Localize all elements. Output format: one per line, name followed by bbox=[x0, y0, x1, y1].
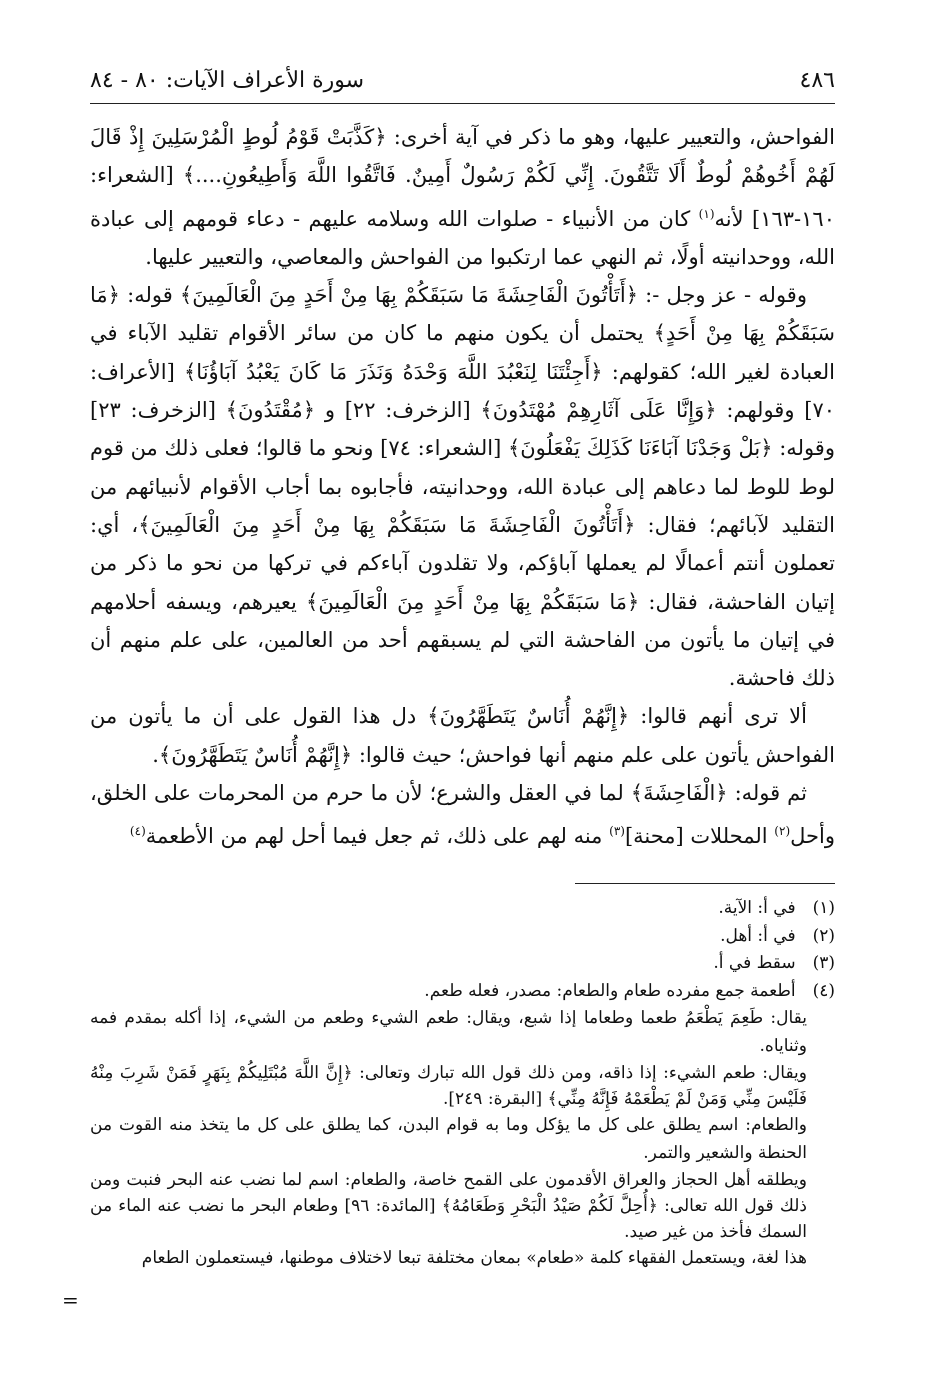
page-number: ٤٨٦ bbox=[799, 67, 835, 93]
footnote-1: (١) في أ: الآية. bbox=[718, 898, 835, 918]
paragraph-3: ألا ترى أنهم قالوا: ﴿إِنَّهُمْ أُنَاسٌ يَتَطَهَّرُونَ﴾ دل هذا القول على أن ما يأتون من الفواحش يأتون على علم منهم أنها فواحش؛ حيث قالوا: ﴿إِنَّهُمْ أُنَاسٌ يَتَطَهَّرُونَ﴾. bbox=[90, 704, 835, 767]
footnote-4-para-1: يقال: طَعِمَ يَطْعَمُ طعما وطعاما إذا شبع، ويقال: طعم الشيء وطعم من الشيء، إذا أكله بمقدم فمه وثناياه. bbox=[90, 1008, 807, 1056]
footnote-2: (٢) في أ: أهل. bbox=[720, 925, 835, 946]
continuation-mark: = bbox=[62, 1288, 79, 1312]
footnote-mark-3: (٣) bbox=[609, 824, 625, 839]
footnote-4-para-3: والطعام: اسم يطلق على كل ما يؤكل وما به قوام البدن، كما يطلق على كل ما يتخذ منه القوت من الحنطة والشعير والتمر. bbox=[90, 1115, 807, 1163]
footnote-4-para-5: هذا لغة، ويستعمل الفقهاء كلمة «طعام» بمعان مختلفة تبعا لاختلاف موطنها، فيستعملون الطعام bbox=[141, 1248, 807, 1268]
footnote-mark-4: (٤) bbox=[129, 824, 146, 839]
paragraph-4: ثم قوله: ﴿الْفَاحِشَةَ﴾ لما في العقل والشرع؛ لأن ما حرم من المحرمات على الخلق، وأحل$^{(٢)}$ المحللات [محنة]$^{(٣)}$ منه لهم على ذلك، ثم جعل فيما أحل لهم من الأطعمة$^{(٤)}$ bbox=[90, 781, 835, 849]
paragraph-2: وقوله - عز وجل -: ﴿أَتَأْتُونَ الْفَاحِشَةَ مَا سَبَقَكُمْ بِهَا مِنْ أَحَدٍ مِنَ الْعَالَمِينَ﴾ قوله: ﴿مَا سَبَقَكُمْ بِهَا مِنْ أَحَدٍ﴾ يحتمل أن يكون منهم ما كان من سائر الأقوام تقليد الآباء في العبادة لغير الله؛ كقولهم: ﴿أَجِئْتَنَا لِنَعْبُدَ اللَّهَ وَحْدَهُ وَنَذَرَ مَا كَانَ يَعْبُدُ آبَاؤُنَا﴾ [الأعراف: ٧٠] وقولهم: ﴿وَإِنَّا عَلَى آثَارِهِمْ مُهْتَدُونَ﴾ [الزخرف: ٢٢] و ﴿مُقْتَدُونَ﴾ [الزخرف: ٢٣] وقوله: ﴿بَلْ وَجَدْنَا آبَاءَنَا كَذَلِكَ يَفْعَلُونَ﴾ [الشعراء: ٧٤] ونحو ما قالوا؛ فعلى ذلك من قوم لوط للوط لما دعاهم إلى عبادة الله، ووحدانيته، فأجابوه بما أجاب الأقوام لأنبيائهم من التقليد لآبائهم؛ فقال: ﴿أَتَأْتُونَ الْفَاحِشَةَ مَا سَبَقَكُمْ بِهَا مِنْ أَحَدٍ مِنَ الْعَالَمِينَ﴾، أي: تعملون أنتم أعمالًا لم يعملها آباؤكم، ولا تقلدون آباءكم في تركها من نحو ما ذكر من إتيان الفاحشة، فقال: ﴿مَا سَبَقَكُمْ بِهَا مِنْ أَحَدٍ مِنَ الْعَالَمِينَ﴾ يعيرهم، ويسفه أحلامهم في إتيان ما يأتون من الفاحشة التي لم يسبقهم أحد من العالمين، على علم منهم أن ذلك فاحشة. bbox=[90, 283, 835, 691]
running-title: سورة الأعراف الآيات: ٨٠ - ٨٤ bbox=[90, 67, 365, 93]
paragraph-1: الفواحش، والتعيير عليها، وهو ما ذكر في آية أخرى: ﴿كَذَّبَتْ قَوْمُ لُوطٍ الْمُرْسَلِينَ إِذْ قَالَ لَهُمْ أَخُوهُمْ لُوطٌ أَلَا تَتَّقُونَ. إِنِّي لَكُمْ رَسُولٌ أَمِينٌ. فَاتَّقُوا اللَّهَ وَأَطِيعُونِ....﴾ [الشعراء: ١٦٠-١٦٣] لأنه$^{(١)}$ كان من الأنبياء - صلوات الله وسلامه عليهم - دعاء قومهم إلى عبادة الله، ووحدانيته أولًا، ثم النهي عما ارتكبوا من الفواحش والمعاصي، والتعيير عليها. bbox=[90, 125, 835, 269]
footnote-divider bbox=[575, 883, 835, 884]
footnotes bbox=[90, 895, 835, 1273]
footnote-mark-2: (٢) bbox=[774, 824, 791, 839]
footnote-3: (٣) سقط في أ. bbox=[713, 953, 835, 973]
footnote-4-para-4: ويطلقه أهل الحجاز والعراق الأقدمون على القمح خاصة، والطعام: اسم لما نضب عنه البحر فنبت ومن ذلك قول الله تعالى: ﴿أُحِلَّ لَكُمْ صَيْدُ الْبَحْرِ وَطَعَامُهُ﴾ [المائدة: ٩٦] وطعام البحر ما نضب عنه الماء من السمك فأخذ من غير صيد. bbox=[90, 1170, 807, 1242]
main-text bbox=[90, 118, 835, 856]
footnote-4: (٤) أطعمة جمع مفرده طعام والطعام: مصدر، فعله طعم. bbox=[424, 980, 835, 1001]
header-divider bbox=[90, 103, 835, 104]
page-header bbox=[90, 62, 835, 98]
footnote-mark-1: (١) bbox=[698, 206, 715, 221]
footnote-4-para-2: ويقال: طعم الشيء: إذا ذاقه، ومن ذلك قول الله تبارك وتعالى: ﴿إِنَّ اللَّهَ مُبْتَلِيكُمْ بِنَهَرٍ فَمَنْ شَرِبَ مِنْهُ فَلَيْسَ مِنِّي وَمَنْ لَمْ يَطْعَمْهُ فَإِنَّهُ مِنِّي﴾ [البقرة: ٢٤٩]. bbox=[90, 1063, 807, 1109]
